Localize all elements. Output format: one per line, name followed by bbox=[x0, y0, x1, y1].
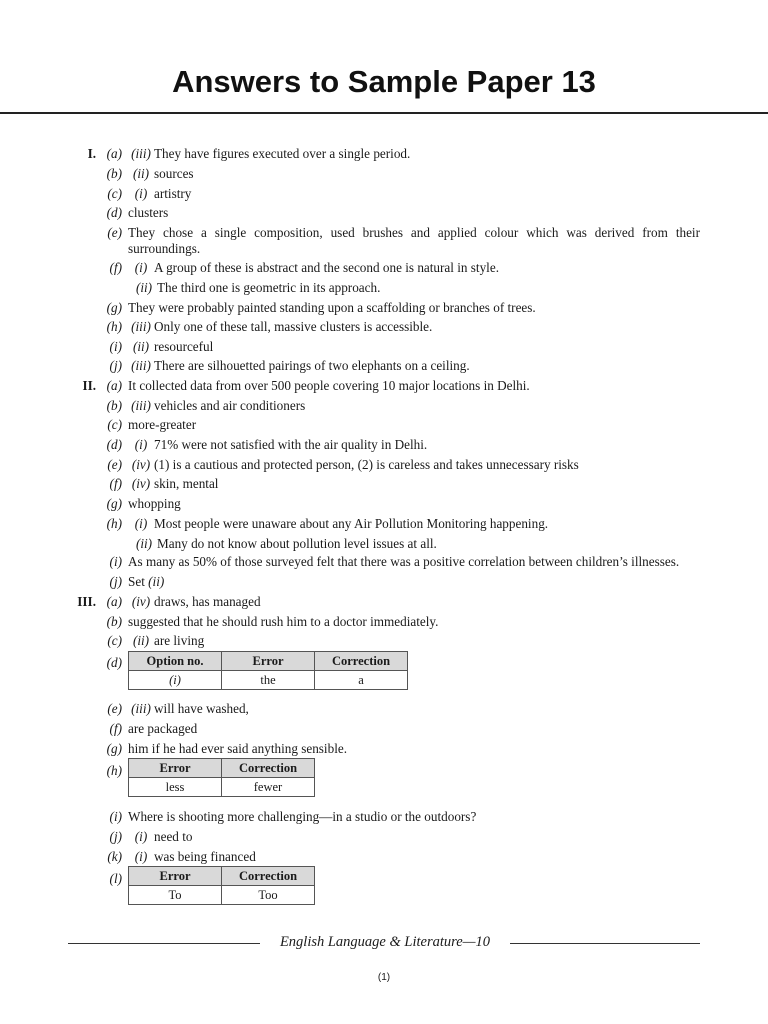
section-numeral: I. bbox=[87, 146, 96, 161]
answer-text bbox=[128, 398, 305, 414]
answer-body: They chose a single composition, used brushes and applied colour which was derived from their surroundings. bbox=[128, 225, 700, 256]
option-number: (iv) bbox=[131, 476, 151, 491]
answer-body: Set bbox=[128, 574, 145, 589]
option-number: (iii) bbox=[131, 146, 151, 161]
table-cell: Too bbox=[222, 886, 315, 905]
option-number: (iii) bbox=[131, 701, 151, 716]
answer-body: There are silhouetted pairings of two elephants on a ceiling. bbox=[154, 358, 470, 373]
item-label: (h) bbox=[106, 516, 122, 531]
answer-text bbox=[128, 633, 204, 649]
answer-body: Most people were unaware about any Air Pollution Monitoring happening. bbox=[154, 516, 549, 531]
answer-text bbox=[128, 339, 213, 355]
answer-body: whopping bbox=[128, 496, 181, 511]
option-number: (iii) bbox=[131, 319, 151, 334]
answer-body: was being financed bbox=[154, 849, 256, 864]
answer-text bbox=[128, 701, 249, 717]
answer-body: are packaged bbox=[128, 721, 198, 736]
option-number: (iv) bbox=[131, 457, 151, 472]
item-label: (i) bbox=[109, 554, 122, 569]
table-row bbox=[129, 886, 315, 905]
answer-text bbox=[128, 166, 194, 182]
item-label: (g) bbox=[106, 741, 122, 756]
answer-text bbox=[128, 260, 499, 276]
answer-text bbox=[128, 225, 700, 257]
answer-text bbox=[128, 496, 181, 512]
table-cell: the bbox=[222, 671, 315, 690]
footer-rule-left bbox=[68, 943, 260, 944]
answer-text bbox=[128, 476, 218, 492]
answer-continuation bbox=[131, 536, 437, 552]
item-label: (b) bbox=[106, 398, 122, 413]
item-label: (k) bbox=[107, 849, 122, 864]
title-divider bbox=[0, 112, 768, 114]
answer-text bbox=[128, 594, 261, 610]
item-label: (d) bbox=[106, 205, 122, 220]
option-number: (ii) bbox=[132, 166, 150, 181]
item-label: (f) bbox=[109, 260, 122, 275]
answer-text bbox=[128, 358, 470, 374]
answer-body: need to bbox=[154, 829, 193, 844]
table-row bbox=[129, 671, 408, 690]
answer-body: him if he had ever said anything sensible. bbox=[128, 741, 348, 756]
option-number: (ii) bbox=[135, 280, 153, 295]
answer-body: suggested that he should rush him to a doctor immediately. bbox=[128, 614, 439, 629]
answer-body: The third one is geometric in its approach. bbox=[157, 280, 381, 295]
item-label: (g) bbox=[106, 300, 122, 315]
answer-text bbox=[128, 829, 192, 845]
option-number: (i) bbox=[134, 849, 148, 864]
answer-body: skin, mental bbox=[154, 476, 219, 491]
section-numeral: III. bbox=[77, 594, 96, 609]
option-number: (i) bbox=[134, 437, 148, 452]
answer-body: It collected data from over 500 people covering 10 major locations in Delhi. bbox=[128, 378, 530, 393]
option-number: (i) bbox=[134, 516, 148, 531]
answer-text bbox=[128, 378, 530, 394]
answer-body: Only one of these tall, massive clusters is accessible. bbox=[154, 319, 433, 334]
answer-body: They have figures executed over a single period. bbox=[154, 146, 411, 161]
answer-text bbox=[128, 146, 410, 162]
option-number: (iii) bbox=[131, 398, 151, 413]
table-header-cell: Option no. bbox=[129, 652, 222, 671]
footer-rule-right bbox=[510, 943, 700, 944]
item-label: (c) bbox=[107, 417, 122, 432]
item-label: (j) bbox=[109, 358, 122, 373]
option-number: (ii) bbox=[144, 574, 165, 589]
item-label: (a) bbox=[106, 594, 122, 609]
answer-body: Where is shooting more challenging—in a studio or the outdoors? bbox=[128, 809, 477, 824]
answer-text bbox=[128, 417, 196, 433]
table-header-cell: Error bbox=[129, 867, 222, 886]
answer-body: sources bbox=[154, 166, 194, 181]
item-label: (c) bbox=[107, 186, 122, 201]
answer-body: (1) is a cautious and protected person, (2) is careless and takes unnecessary risks bbox=[154, 457, 579, 472]
table-header-cell: Correction bbox=[315, 652, 408, 671]
answer-body: are living bbox=[154, 633, 205, 648]
answer-body: clusters bbox=[128, 205, 169, 220]
table-header-cell: Error bbox=[129, 759, 222, 778]
item-label: (j) bbox=[109, 574, 122, 589]
item-label: (g) bbox=[106, 496, 122, 511]
item-label: (h) bbox=[106, 763, 122, 778]
table-header-cell: Correction bbox=[222, 867, 315, 886]
item-label: (i) bbox=[109, 809, 122, 824]
item-label: (l) bbox=[109, 871, 122, 886]
table-cell: fewer bbox=[222, 778, 315, 797]
answer-text bbox=[128, 574, 164, 590]
answer-text bbox=[128, 437, 427, 453]
item-label: (e) bbox=[107, 457, 122, 472]
option-number: (i) bbox=[134, 186, 148, 201]
item-label: (d) bbox=[106, 655, 122, 670]
item-label: (i) bbox=[109, 339, 122, 354]
option-number: (ii) bbox=[135, 536, 153, 551]
answer-body: resourceful bbox=[154, 339, 214, 354]
option-number: (ii) bbox=[132, 633, 150, 648]
answer-continuation bbox=[131, 280, 380, 296]
table-row bbox=[129, 778, 315, 797]
answer-body: will have washed, bbox=[154, 701, 249, 716]
answer-table bbox=[128, 866, 315, 905]
option-number: (ii) bbox=[132, 339, 150, 354]
answer-table bbox=[128, 651, 408, 690]
option-number: (i) bbox=[134, 260, 148, 275]
footer-book-title: English Language & Literature—10 bbox=[279, 934, 491, 950]
item-label: (h) bbox=[106, 319, 122, 334]
item-label: (a) bbox=[106, 378, 122, 393]
answer-text bbox=[128, 614, 438, 630]
item-label: (b) bbox=[106, 166, 122, 181]
answer-text bbox=[128, 554, 679, 570]
item-label: (d) bbox=[106, 437, 122, 452]
option-number: (iii) bbox=[131, 358, 151, 373]
answer-text bbox=[128, 721, 197, 737]
answer-text bbox=[128, 205, 168, 221]
table-cell: a bbox=[315, 671, 408, 690]
answer-body: They were probably painted standing upon a scaffolding or branches of trees. bbox=[128, 300, 536, 315]
page-title: Answers to Sample Paper 13 bbox=[172, 64, 596, 99]
option-number: (iv) bbox=[131, 594, 151, 609]
table-header-cell: Correction bbox=[222, 759, 315, 778]
answer-body: artistry bbox=[154, 186, 192, 201]
answer-body: As many as 50% of those surveyed felt that there was a positive correlation between children’s illnesses. bbox=[128, 554, 680, 569]
table-cell: less bbox=[129, 778, 222, 797]
answer-text bbox=[128, 516, 548, 532]
answer-body: draws, has managed bbox=[154, 594, 261, 609]
answer-text bbox=[128, 186, 191, 202]
section-numeral: II. bbox=[82, 378, 96, 393]
answer-body: A group of these is abstract and the second one is natural in style. bbox=[154, 260, 499, 275]
table-cell: To bbox=[129, 886, 222, 905]
item-label: (f) bbox=[109, 721, 122, 736]
table-cell: (i) bbox=[129, 671, 222, 690]
answer-body: Many do not know about pollution level issues at all. bbox=[157, 536, 437, 551]
page-number: (1) bbox=[377, 972, 391, 983]
answer-body: vehicles and air conditioners bbox=[154, 398, 306, 413]
table-header-cell: Error bbox=[222, 652, 315, 671]
item-label: (f) bbox=[109, 476, 122, 491]
answer-body: more-greater bbox=[128, 417, 197, 432]
answer-table bbox=[128, 758, 315, 797]
item-label: (e) bbox=[107, 225, 122, 240]
item-label: (j) bbox=[109, 829, 122, 844]
item-label: (b) bbox=[106, 614, 122, 629]
item-label: (c) bbox=[107, 633, 122, 648]
item-label: (a) bbox=[106, 146, 122, 161]
item-label: (e) bbox=[107, 701, 122, 716]
answer-text bbox=[128, 319, 432, 335]
answer-text bbox=[128, 457, 579, 473]
answer-text bbox=[128, 809, 476, 825]
answer-text bbox=[128, 741, 347, 757]
answer-body: 71% were not satisfied with the air quality in Delhi. bbox=[154, 437, 428, 452]
option-number: (i) bbox=[134, 829, 148, 844]
answer-text bbox=[128, 849, 256, 865]
answer-text bbox=[128, 300, 536, 316]
